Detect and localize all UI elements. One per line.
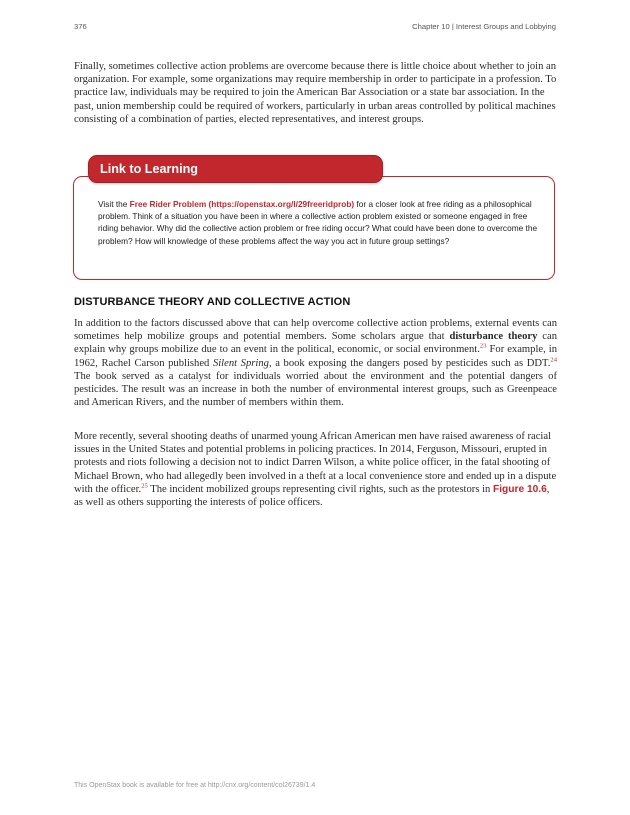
p3-text-3: , as well as others supporting the interests of police officers.	[74, 483, 550, 509]
p2-text-1: In addition to the factors discussed above that can help overcome collective action problems, external events can sometimes help mobilize groups and potential members. Some scholars argue that	[74, 318, 557, 343]
p3-text-2: The incident mobilized groups representing civil rights, such as the protestors in	[147, 483, 493, 495]
chapter-title: Chapter 10 | Interest Groups and Lobbying	[412, 22, 556, 31]
p2-text-3: For example, in 1962, Rachel Carson published	[74, 344, 557, 369]
p2-text-2: can explain why groups mobilize due to an event in the political, economic, or social environment.	[74, 331, 557, 356]
page-number: 376	[74, 22, 87, 31]
intro-paragraph: Finally, sometimes collective action problems are overcome because there is little choice about whether to join an organization. For example, some organizations may require membership in order to participate in a profession. To practice law, individuals may be required to join the American Bar Association or a state bar association. In the past, union membership could be required of workers, particularly in urban areas controlled by political machines consisting of a combination of parties, elected representatives, and interest groups.	[74, 61, 557, 125]
disturbance-theory-paragraph	[74, 317, 557, 409]
key-term-disturbance-theory: disturbance theory	[449, 331, 538, 343]
figure-reference-link[interactable]: Figure 10.6	[493, 483, 547, 495]
link-to-learning-text	[98, 198, 538, 247]
free-rider-problem-link[interactable]: Free Rider Problem (https://openstax.org/l/29freeridprob)	[129, 199, 355, 209]
p2-text-4: , a book exposing the dangers posed by pesticides such as DDT.	[268, 357, 551, 369]
p3-text-1: More recently, several shooting deaths of unarmed young African American men have raised awareness of racial issues in the United States and potential problems in policing practices. In 2014, Ferguson, Missouri, erupted in protests and riots following a decision not to indict Darren Wilson, a white police officer, in the fatal shooting of Michael Brown, who had allegedly been involved in a theft at a local convenience store and ended up in a dispute with the officer.	[74, 431, 557, 495]
ferguson-paragraph	[74, 430, 557, 509]
footnote-ref-24[interactable]: 24	[550, 356, 557, 364]
page-footer: This OpenStax book is available for free at http://cnx.org/content/col26739/1.4	[74, 782, 316, 789]
link-to-learning-label: Link to Learning	[100, 162, 198, 176]
ltl-text-before: Visit the	[98, 199, 130, 209]
footnote-ref-25[interactable]: 25	[141, 482, 148, 490]
running-header	[74, 22, 556, 36]
footnote-ref-23[interactable]: 23	[479, 342, 487, 350]
link-to-learning-tab	[88, 155, 383, 183]
book-title-silent-spring: Silent Spring	[212, 357, 269, 369]
p2-text-5: The book served as a catalyst for individuals worried about the environment and the potential dangers of pesticides. The result was an increase in both the number of environmental interest groups, such as Greenpeace and American Rivers, and the number of members within them.	[74, 370, 557, 409]
ltl-text-after: for a closer look at free riding as a philosophical problem. Think of a situation you have been in where a collective action problem existed or someone engaged in free riding behavior. Why did the collective action problem or free riding occur? What could have been done to overcome the problem? How will knowledge of these problems affect the way you act in future group settings?	[98, 199, 538, 246]
section-title: DISTURBANCE THEORY AND COLLECTIVE ACTION	[74, 296, 351, 308]
